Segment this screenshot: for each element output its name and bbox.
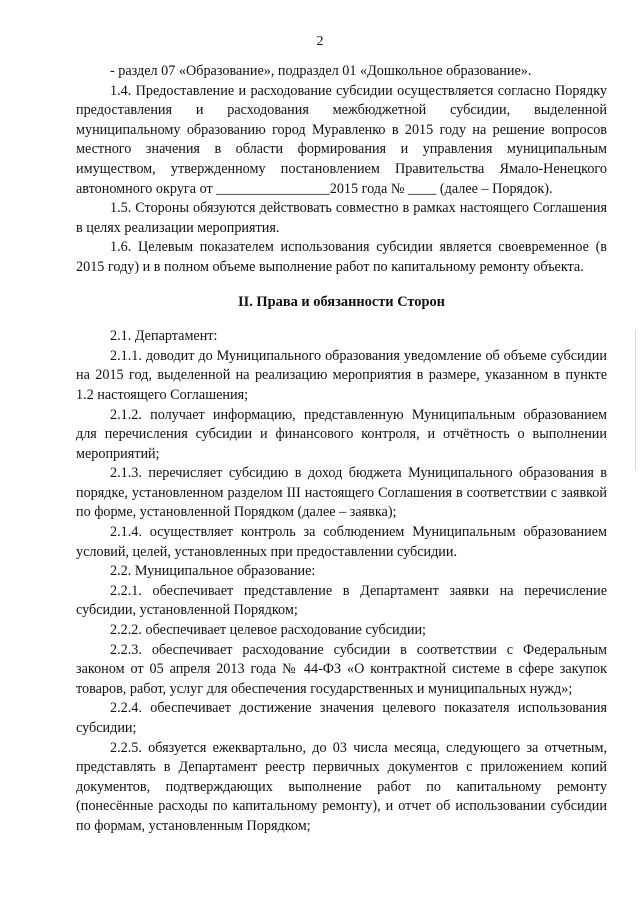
spacer (76, 312, 607, 327)
paragraph-2-2-5: 2.2.5. обязуется ежеквартально, до 03 числа месяца, следующего за отчетным, представлять в Департамент реестр первичных документов с приложением копий документов, подтверждающих выполнение работ по капитальному ремонту (понесённые расходы по капитальному ремонту), и отчет об использовании субсидии по формам, установленным Порядком; (76, 739, 607, 834)
paragraph-2-1-3: 2.1.3. перечисляет субсидию в доход бюджета Муниципального образования в порядке, установленном разделом III настоящего Соглашения в соответствии с заявкой по форме, установленной Порядком (далее – заявка); (76, 465, 607, 521)
paragraph-2-2-2: 2.2.2. обеспечивает целевое расходование субсидии; (110, 622, 426, 639)
paragraph-2-1-4: 2.1.4. осуществляет контроль за соблюдением Муниципальным образованием условий, целей, установленных при предоставлении субсидии. (76, 524, 607, 560)
section-heading: II. Права и обязанности Сторон (238, 293, 445, 310)
paragraph-2-2-3: 2.2.3. обеспечивает расходование субсидии в соответствии с Федеральным законом от 05 апреля 2013 года № 44-ФЗ «О контрактной системе в сфере закупок товаров, работ, услуг для обеспечения государственных и муниципальных нужд»; (76, 641, 607, 697)
paragraph-2-2: 2.2. Муниципальное образование: (110, 563, 316, 580)
paragraph-2-2-1: 2.2.1. обеспечивает представление в Департамент заявки на перечисление субсидии, установленной Порядком; (76, 582, 607, 619)
page-number: 2 (316, 34, 324, 49)
paragraph-1-5: 1.5. Стороны обязуются действовать совместно в рамках настоящего Соглашения в целях реализации мероприятия. (76, 200, 607, 236)
paragraph-2-1-2: 2.1.2. получает информацию, представленную Муниципальным образованием для перечисления субсидии и финансового контроля, и отчётность о выполнении мероприятий; (76, 406, 607, 462)
spacer (76, 278, 607, 293)
paragraph-1-6: 1.6. Целевым показателем использования субсидии является своевременное (в 2015 году) и в полном объеме выполнение работ по капитальному ремонту объекта. (76, 239, 607, 275)
paragraph-2-1-1: 2.1.1. доводит до Муниципального образования уведомление об объеме субсидии на 2015 год, выделенной на реализацию мероприятия в размере, указанном в пункте 1.2 настоящего Соглашения; (76, 347, 607, 403)
document-body (76, 62, 607, 837)
scan-edge-line (635, 330, 636, 470)
paragraph-1-4: 1.4. Предоставление и расходование субсидии осуществляется согласно Порядку предоставления и расходования межбюджетной субсидии, выделенной муниципальному образованию город Муравленко в 2015 году на решение вопросов местного значения в области формирования и управления муниципальным имуществом, утвержденному постановлением Правительства Ямало-Ненецкого автономного округа от ________________2015 года № ____ (далее – Порядок). (76, 82, 607, 197)
paragraph-2-2-4: 2.2.4. обеспечивает достижение значения целевого показателя использования субсидии; (76, 700, 607, 736)
paragraph-2-1: 2.1. Департамент: (110, 328, 218, 345)
paragraph-section-07: - раздел 07 «Образование», подраздел 01 «Дошкольное образование». (110, 63, 532, 79)
